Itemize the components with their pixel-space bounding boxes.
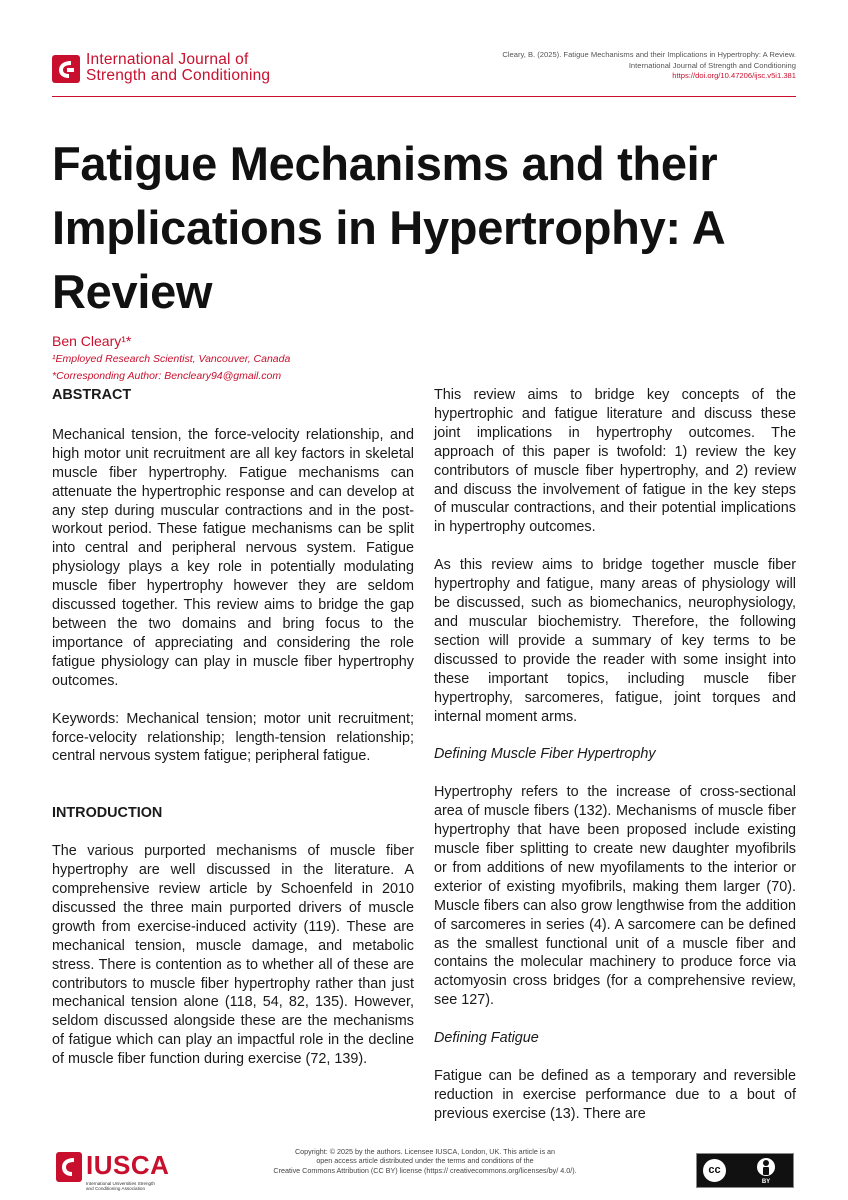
citation-block <box>416 50 796 82</box>
right-column <box>434 386 796 1143</box>
citation-line: Cleary, B. (2025). Fatigue Mechanisms and their Implications in Hypertrophy: A Review. <box>502 50 796 59</box>
iusca-logo <box>56 1148 196 1194</box>
hypertrophy-paragraph: Hypertrophy refers to the increase of cross-sectional area of muscle fibers (132). Mechanisms of muscle fiber hypertrophy that have been proposed include existing muscle fiber splitting to create new daughter myofibrils or from additions of new myofilaments to the interior or exterior of existing myofibrils, making them larger (70). Muscle fibers can also grow lengthwise from the addition of sarcomeres in series (4). A sarcomere can be defined as the smallest functional unit of a muscle fiber and contains the molecular machinery to produce force via actomyosin cross bridges (for a comprehensive review, see 127). <box>434 784 796 1009</box>
abstract-text: Mechanical tension, the force-velocity relationship, and high motor unit recruitment are all key factors in skeletal muscle fiber hypertrophy. Fatigue mechanisms can attenuate the hypertrophic response and can develop at any step during muscular contractions and in the post-workout period. These fatigue mechanisms can be split into central and peripheral nervous system. Fatigue physiology plays a key role in potentially modulating muscle fiber hypertrophy however they are seldom discussed together. This review aims to bridge the gap between the two domains and bring focus to the importance of appreciating and considering the role fatigue physiology can play in muscle fiber hypertrophy outcomes. <box>52 426 414 689</box>
copyright-line: Copyright: © 2025 by the authors. Licensee IUSCA, London, UK. This article is an <box>294 1147 556 1156</box>
author-affiliation: ¹Employed Research Scientist, Vancouver, Canada <box>52 353 291 365</box>
left-column <box>52 386 414 1088</box>
fatigue-paragraph: Fatigue can be defined as a temporary and reversible reduction in exercise performance due to a bout of previous exercise (13). There are <box>434 1068 796 1122</box>
article-title: Fatigue Mechanisms and their Implications in Hypertrophy: A Review <box>52 137 724 318</box>
cc-by-license-badge[interactable] <box>696 1153 794 1188</box>
keywords-label: Keywords: <box>52 710 120 727</box>
subheading-fatigue: Defining Fatigue <box>434 1030 539 1047</box>
key-terms-paragraph: As this review aims to bridge together muscle fiber hypertrophy and fatigue, many areas of physiology will be discussed, such as biomechanics, neurophysiology, and muscular biochemistry. Therefore, the following section will provide a summary of key terms to be discussed to provide the reader with some insight into these important topics, including muscle fiber hypertrophy, sarcomeres, fatigue, joint torques and internal moment arms. <box>434 557 796 725</box>
author-name: Ben Cleary¹* <box>52 333 132 349</box>
cc-icon: cc <box>701 1157 728 1184</box>
review-aims-paragraph: This review aims to bridge key concepts of the hypertrophic and fatigue literature and discuss these joint implications in hypertrophy outcomes. The approach of this paper is twofold: 1) review the key contributors of muscle fiber hypertrophy, and 2) review and discuss the involvement of fatigue in the key steps of muscular contractions, and their potential implications in hypertrophy outcomes. <box>434 387 796 536</box>
subheading-hypertrophy: Defining Muscle Fiber Hypertrophy <box>434 746 656 763</box>
journal-name-line2: Strength and Conditioning <box>86 67 271 84</box>
copyright-line: open access article distributed under the terms and conditions of the <box>316 1156 534 1166</box>
iusca-fullname-line2: and Conditioning Association <box>86 1186 145 1192</box>
iusca-logo-icon <box>56 1152 82 1182</box>
copyright-notice <box>254 1147 596 1175</box>
introduction-heading: INTRODUCTION <box>52 805 163 822</box>
journal-logo <box>52 52 372 86</box>
introduction-text: The various purported mechanisms of muscle fiber hypertrophy are well discussed in the literature. A comprehensive review article by Schoenfeld in 2010 discussed the three main purported drivers of muscle growth from exercise-induced activity (119). These are mechanical tension, muscle damage, and metabolic stress. There is contention as to whether all of these are contributors to muscle fiber hypertrophy rather than just mechanical tension alone (118, 54, 82, 135). However, seldom discussed alongside these are the mechanisms of fatigue which can play an impactful role in the decline of muscle fiber function during exercise (72, 139). <box>52 843 414 1068</box>
abstract-heading: ABSTRACT <box>52 387 132 403</box>
doi-link[interactable]: https://doi.org/10.47206/ijsc.v5i1.381 <box>672 71 796 80</box>
license-link[interactable]: Creative Commons Attribution (CC BY) license (https:// creativecommons.org/licenses/by/ 4.0/). <box>273 1165 577 1175</box>
iusca-name: IUSCA <box>86 1150 170 1180</box>
by-label: BY <box>761 1179 771 1185</box>
attribution-icon <box>755 1156 777 1178</box>
header-divider <box>52 96 796 97</box>
corresponding-author: *Corresponding Author: Bencleary94@gmail.com <box>52 370 282 382</box>
keywords-paragraph <box>52 710 414 767</box>
keywords-text: Mechanical tension; motor unit recruitment; force-velocity relationship; length-tension relationship; central nervous system fatigue; peripheral fatigue. <box>52 710 414 765</box>
iusca-fullname-line1: International Universities Strength <box>86 1181 155 1186</box>
citation-journal: International Journal of Strength and Conditioning <box>628 60 796 70</box>
journal-name-line1: International Journal of <box>86 51 249 68</box>
journal-logo-icon <box>52 55 80 83</box>
